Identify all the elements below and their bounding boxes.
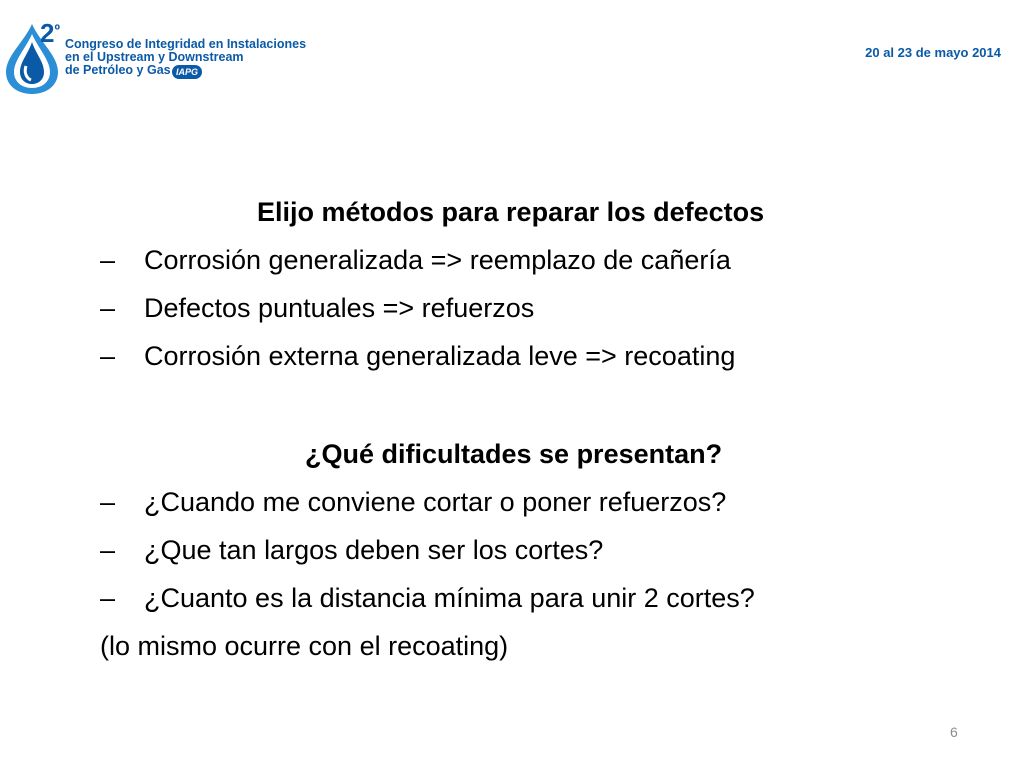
bullet-item (100, 236, 731, 284)
bullet-dash: – (100, 583, 116, 613)
logo-title-line-2: en el Upstream y Downstream (65, 50, 244, 64)
bullet-text: Corrosión generalizada => reemplazo de cañería (144, 245, 731, 275)
event-date: 20 al 23 de mayo 2014 (865, 45, 1001, 60)
bullet-item (100, 574, 755, 622)
recoating-note: (lo mismo ocurre con el recoating) (100, 631, 509, 661)
logo-congress-number: $2^º$ (40, 18, 60, 48)
bullet-dash: – (100, 245, 116, 275)
bullet-text: ¿Cuanto es la distancia mínima para unir 2 cortes? (144, 583, 755, 613)
slide-header (0, 0, 1024, 100)
bullet-item (100, 332, 735, 380)
bullet-text: ¿Cuando me conviene cortar o poner refuerzos? (144, 487, 727, 517)
bullet-dash: – (100, 487, 116, 517)
logo-title-line-3: de Petróleo y Gas (65, 63, 171, 77)
bullet-text: ¿Que tan largos deben ser los cortes? (144, 535, 604, 565)
slide-page-number: 6 (950, 724, 958, 740)
bullet-item (100, 478, 726, 526)
bullet-dash: – (100, 293, 116, 323)
section-heading-difficulties: ¿Qué dificultades se presentan? (305, 439, 723, 469)
iapg-badge-logo: IAPG (172, 65, 202, 79)
bullet-item (100, 284, 534, 332)
section-heading-repair-methods: Elijo métodos para reparar los defectos (257, 197, 765, 227)
bullet-item (100, 526, 603, 574)
logo-title-line-1: Congreso de Integridad en Instalaciones (65, 37, 307, 51)
bullet-dash: – (100, 535, 116, 565)
bullet-text: Corrosión externa generalizada leve => recoating (144, 341, 736, 371)
bullet-text: Defectos puntuales => refuerzos (144, 293, 535, 323)
bullet-dash: – (100, 341, 116, 371)
